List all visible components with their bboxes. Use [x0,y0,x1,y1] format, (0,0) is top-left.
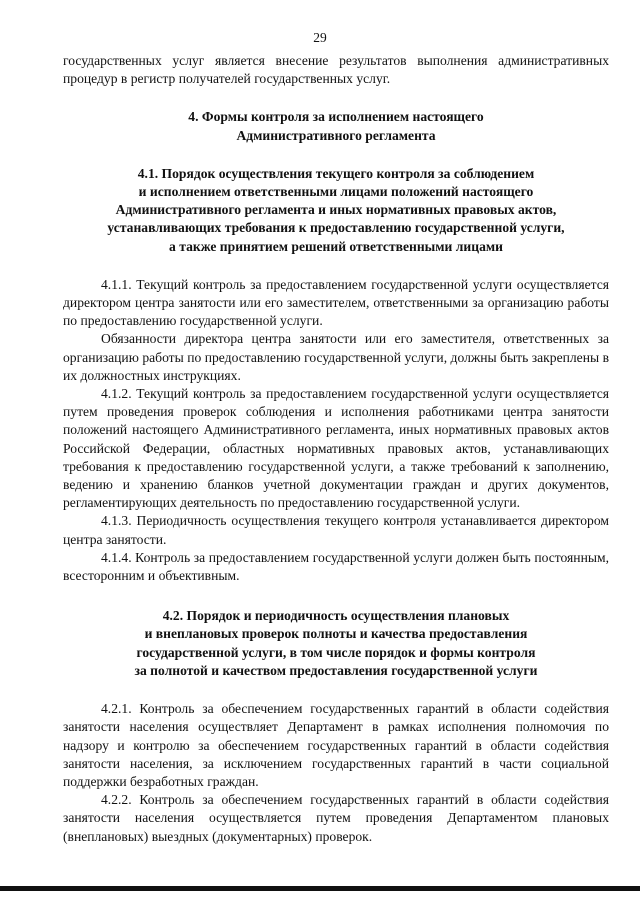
paragraph-4-1-1-duties: Обязанности директора центра занятости или его заместителя, ответственных за организацию работы по предоставлению государственной услуги, должны быть закреплены в их должностных инструкциях. [63,331,609,383]
section-4-heading [63,108,609,144]
section-4-2-heading-line: за полнотой и качеством предоставления государственной услуги [134,662,538,678]
section-4-2-heading-line: государственной услуги, в том числе порядок и формы контроля [136,644,536,660]
paragraph-4-2-1: 4.2.1. Контроль за обеспечением государственных гарантий в области содействия занятости населения осуществляет Департамент в рамках исполнения полномочия по надзору и контролю за обеспечением государственных гарантий в области содействия занятости населения, за исключением государственных гарантий в части социальной поддержки безработных граждан. [63,701,609,789]
page-content [63,52,609,846]
section-4-heading-line: 4. Формы контроля за исполнением настоящего [188,109,484,125]
section-4-2-heading-line: 4.2. Порядок и периодичность осуществления плановых [162,608,510,624]
scan-bottom-edge [0,886,640,891]
section-4-2-heading-line: и внеплановых проверок полноты и качества предоставления [144,626,528,642]
section-4-1-heading-line: 4.1. Порядок осуществления текущего контроля за соблюдением [137,165,535,181]
section-4-1-heading-line: и исполнением ответственными лицами положений настоящего [138,184,534,200]
section-4-1-heading-line: устанавливающих требования к предоставлению государственной услуги, [107,220,565,236]
paragraph-4-1-2: 4.1.2. Текущий контроль за предоставлением государственной услуги осуществляется путем проведения проверок соблюдения и исполнения работниками центра занятости положений настоящего Административного регламента, иных нормативных правовых актов Российской Федерации, областных нормативных правовых актов, устанавливающих требования к предоставлению государственной услуги, а также требований к заполнению, ведению и хранению бланков учетной документации граждан и других документов, регламентирующих деятельность по предоставлению государственной услуги. [63,386,609,511]
intro-paragraph: государственных услуг является внесение результатов выполнения административных процедур в регистр получателей государственных услуг. [63,53,609,87]
paragraph-4-1-1: 4.1.1. Текущий контроль за предоставлением государственной услуги осуществляется директором центра занятости или его заместителем, ответственными за организацию работы по предоставлению государственной услуги. [63,276,609,329]
section-4-1-heading-line: а также принятием решений ответственными лицами [169,238,503,254]
section-4-heading-line: Административного регламента [236,127,436,143]
paragraph-4-2-2: 4.2.2. Контроль за обеспечением государственных гарантий в области содействия занятости населения осуществляется путем проведения Департаментом плановых (внеплановых) выездных (документарных) проверок. [63,792,609,844]
page-number: 29 [313,30,327,45]
section-4-1-heading [63,165,609,256]
paragraph-4-1-4: 4.1.4. Контроль за предоставлением государственной услуги должен быть постоянным, всесторонним и объективным. [63,549,609,584]
section-4-1-heading-line: Административного регламента и иных нормативных правовых актов, [115,202,557,218]
paragraph-4-1-3: 4.1.3. Периодичность осуществления текущего контроля устанавливается директором центра занятости. [63,513,609,547]
section-4-2-heading [63,607,609,680]
